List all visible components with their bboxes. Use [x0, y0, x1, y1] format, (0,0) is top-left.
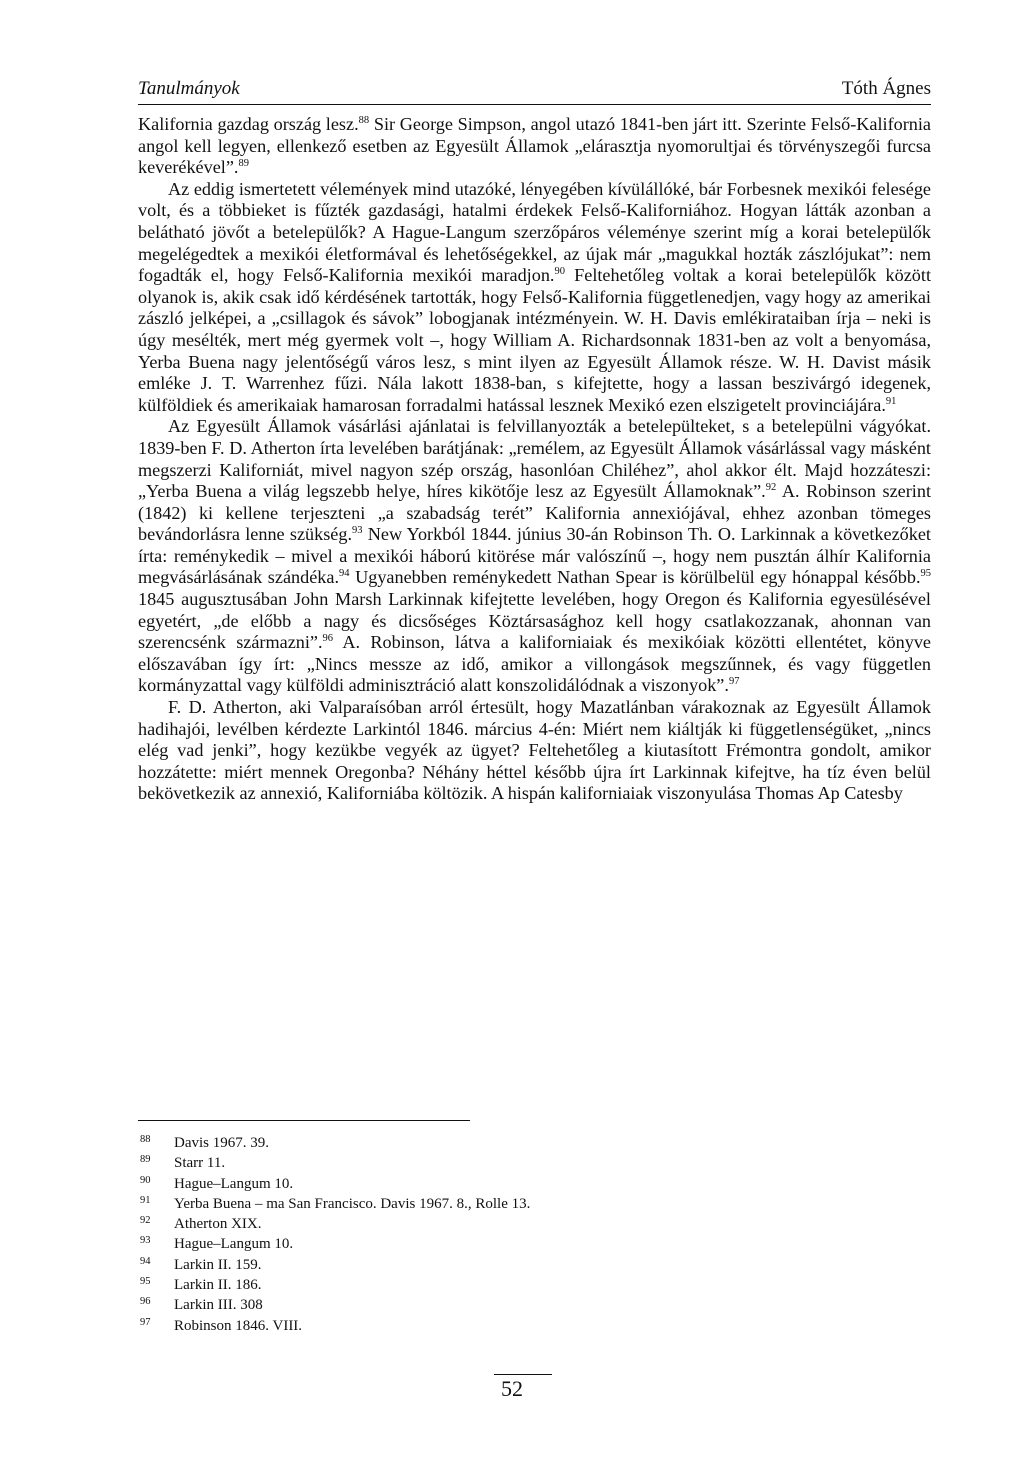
- footnote-number: 96: [140, 1296, 151, 1308]
- text-run: New Yorkból 1844. június 30-án Robinson Th. O. Larkinnak a következőket írta: reménykedik – mivel a mexikói háború kitörése már valószínű –, hogy nem pusztán álhír Kalifornia megvásárlásának szándéka.: [138, 524, 931, 588]
- footnote: [140, 1194, 740, 1214]
- footnote-number: 95: [140, 1276, 151, 1288]
- header-section-title: Tanulmányok: [138, 78, 240, 99]
- footnote-ref: 96: [322, 633, 334, 645]
- footnote-text: Atherton XIX.: [174, 1216, 262, 1233]
- footnote-number: 93: [140, 1235, 151, 1247]
- footnote-text: Larkin II. 186.: [174, 1277, 262, 1294]
- text-run: Sir George Simpson, angol utazó 1841-ben járt itt. Szerinte Felső-Kalifornia angol kell legyen, ellenkező esetben az Egyesült Államok „elárasztja nyomorultjai és törvényszegői furcsa keverékével”.: [138, 114, 931, 178]
- text-run: Ugyanebben reménykedett Nathan Spear is körülbelül egy hónappal később.: [349, 567, 921, 588]
- footnote: [140, 1214, 740, 1234]
- footnote-ref: 93: [352, 525, 363, 537]
- footnote-ref: 92: [765, 482, 777, 494]
- footnote-ref: 88: [358, 115, 370, 126]
- footnote-separator: [138, 1120, 470, 1121]
- text-run: A. Robinson szerint (1842) ki kellene terjeszteni „a szabadság terét” Kalifornia annexiójával, ehhez azonban tömeges bevándorlásra lenne szükség.: [138, 481, 931, 545]
- footnote-number: 92: [140, 1215, 151, 1227]
- text-run: F. D. Atherton, aki Valparaísóban arról értesült, hogy Mazatlánban várakoznak az Egyesült Államok hadihajói, levélben kérdezte Larkintól 1846. március 4-én: Miért nem kiáltják ki függetlenségüket, „nincs elég vad jenki”, hogy kezükbe vegyék az ügyet? Feltehetőleg a kiutasított Frémontra gondolt, amikor hozzátette: miért mennek Oregonba? Néhány héttel később újra írt Larkinnak kifejtve, ha tíz éven belül bekövetkezik az annexió, Kaliforniába költözik. A hispán kaliforniaiak viszonyulása Thomas Ap Catesby: [138, 697, 931, 804]
- text-run: Kalifornia gazdag ország lesz.: [138, 114, 359, 134]
- footnote-ref: 95: [920, 568, 931, 580]
- footnote: [140, 1133, 740, 1153]
- paragraph: [138, 114, 931, 179]
- footnote-text: Hague–Langum 10.: [174, 1175, 294, 1192]
- text-run: A. Robinson, látva a kaliforniaiak és mexikóiak közötti ellentétet, könyve előszavában így írt: „Nincs messze az idő, amikor a villongások megszűnnek, és vagy független kormányzattal vagy külföldi adminisztráció alatt konszolidálódnak a viszonyok”.: [138, 632, 931, 696]
- page-number: 52: [501, 1376, 523, 1401]
- footnote-number: 90: [140, 1174, 151, 1186]
- footnote-number: 97: [140, 1316, 151, 1328]
- footnote-text: Hague–Langum 10.: [174, 1236, 294, 1253]
- footnote: [140, 1153, 740, 1173]
- footnote-ref: 91: [885, 395, 897, 407]
- footnote-number: 94: [140, 1255, 151, 1267]
- text-run: Az eddig ismertetett vélemények mind utazóké, lényegében kívülállóké, bár Forbesnek mexikói felesége volt, és a többieket is fűzték gazdasági, hatalmi érdekek Felső-Kaliforniához. Hogyan látták azonban a belátható jövőt a betelepülők? A Hague-Langum szerzőpáros véleménye szerint míg a korai betelepülők megelégedtek a mexikói életformával és lehetőségekkel, az újak már „magukkal hozták zászlójukat”: nem fogadták el, hogy Felső-Kalifornia mexikói maradjon.: [138, 178, 931, 286]
- footnote: [140, 1255, 740, 1275]
- footnote-number: 91: [140, 1194, 151, 1206]
- footnote: [140, 1295, 740, 1315]
- page-number-rule: [494, 1374, 552, 1375]
- footnote: [140, 1316, 740, 1336]
- footnotes: [140, 1133, 740, 1336]
- footnote: [140, 1275, 740, 1295]
- footnote-text: Larkin III. 308: [174, 1297, 263, 1314]
- footnote-text: Davis 1967. 39.: [174, 1135, 269, 1151]
- paragraph: [138, 697, 931, 805]
- footnote: [140, 1174, 740, 1194]
- footnote-text: Starr 11.: [174, 1155, 226, 1172]
- footnote-text: Yerba Buena – ma San Francisco. Davis 1967. 8., Rolle 13.: [174, 1195, 531, 1212]
- footnote-text: Larkin II. 159.: [174, 1256, 262, 1273]
- footnote-ref: 97: [728, 676, 740, 688]
- footnote-number: 89: [140, 1154, 151, 1166]
- header-author: Tóth Ágnes: [841, 78, 931, 99]
- text-run: Feltehetőleg voltak a korai betelepülők között olyanok is, akik csak idő kérdésének tartották, hogy Felső-Kalifornia függetlenedjen, vagy hogy az amerikai zászló jelképei, a „csillagok és sávok” lobogjanak intézményein. W. H. Davis emlékirataiban írja – neki is úgy mesélték, mert még gyermek volt –, hogy William A. Richardsonnak 1831-ben az volt a benyomása, Yerba Buena nagy jelentőségű város lesz, s mint ilyen az Egyesült Államok része. W. H. Davist másik emléke J. T. Warrenhez fűzi. Nála lakott 1838-ban, s kifejtette, hogy a lassan beszivárgó idegenek, külföldiek és amerikaiak hamarosan forradalmi hatással lesznek Mexikó ezen elszigetelt provinciájára.: [138, 265, 931, 415]
- footnote-text: Robinson 1846. VIII.: [174, 1317, 303, 1334]
- footnote: [140, 1234, 740, 1254]
- body-text: [138, 114, 931, 805]
- text-run: Az Egyesült Államok vásárlási ajánlatai is felvillanyozták a betelepülteket, s a betelepülni vágyókat. 1839-ben F. D. Atherton írta levelében barátjának: „remélem, az Egyesült Államok vásárlással vagy másként megszerzi Kaliforniát, mivel nagyon szép ország, hasonlóan Chiléhez”, ahol akkor élt. Majd hozzáteszi: „Yerba Buena a világ legszebb helye, híres kikötője lesz az Egyesült Államoknak”.: [138, 416, 931, 502]
- footnote-ref: 89: [238, 158, 249, 170]
- footnote-ref: 90: [554, 266, 565, 278]
- running-header: [138, 78, 931, 105]
- footnote-ref: 94: [339, 568, 350, 580]
- paragraph: [138, 416, 931, 697]
- text-run: 1845 augusztusában John Marsh Larkinnak kifejtette levelében, hogy Oregon és Kalifornia egyesülésével egyetért, „de előbb a nagy és dicsőséges Köztársasághoz kell hogy csatlakozzanak, ahonnan van szerencsénk származni”.: [138, 589, 931, 653]
- paragraph: [138, 179, 931, 417]
- footnote-number: 88: [140, 1134, 151, 1145]
